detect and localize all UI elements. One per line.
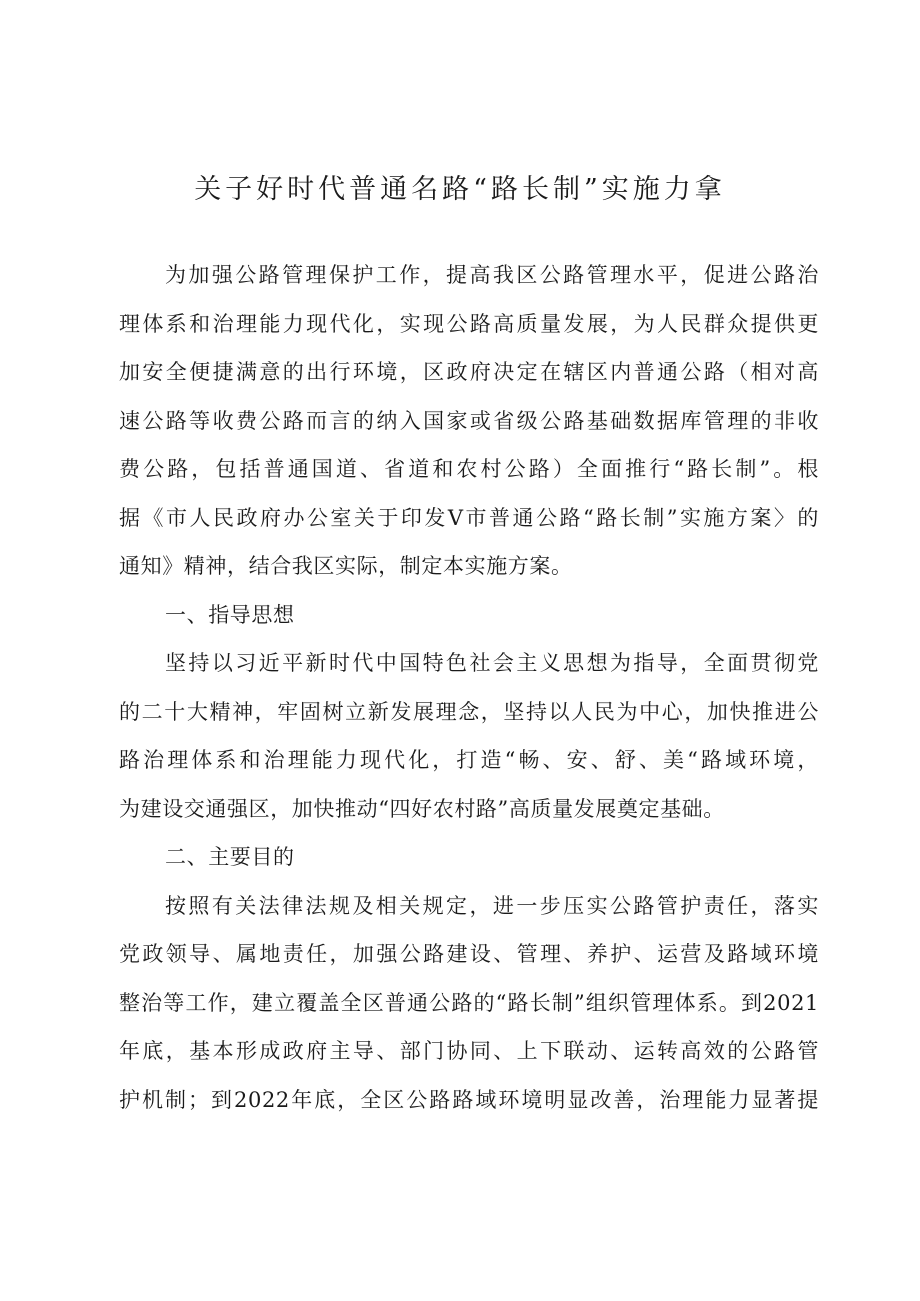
paragraph-line: 按照有关法律法规及相关规定，进一步压实公路管护责任，落实 xyxy=(165,893,819,918)
paragraph-line: 速公路等收费公路而言的纳入国家或省级公路基础数据库管理的非收 xyxy=(119,408,819,433)
document-title: 关子好时代普通名路“路长制”实施力拿 xyxy=(194,174,726,205)
section-heading: 二、主要目的 xyxy=(165,845,295,869)
document-body xyxy=(119,251,819,1124)
paragraph-line: 的二十大精神，牢固树立新发展理念，坚持以人民为中心，加快推进公 xyxy=(119,699,819,724)
paragraph-line: 路治理体系和治理能力现代化，打造“畅、安、舒、美“路域环境， xyxy=(119,748,819,772)
paragraph-line: 为加强公路管理保护工作，提高我区公路管理水平，促进公路治 xyxy=(165,263,819,287)
paragraph-line: 为建设交通强区，加快推动“四好农村路”高质量发展奠定基础。 xyxy=(119,796,725,821)
paragraph-line: 党政领导、属地责任，加强公路建设、管理、养护、运营及路域环境 xyxy=(119,942,819,966)
paragraph-line: 整治等工作，建立覆盖全区普通公路的“路长制”组织管理体系。到2021 xyxy=(119,990,819,1015)
paragraph-line: 坚持以习近平新时代中国特色社会主义思想为指导，全面贯彻党 xyxy=(165,651,819,675)
paragraph-line: 理体系和治理能力现代化，实现公路高质量发展，为人民群众提供更 xyxy=(119,311,819,336)
paragraph-line: 通知》精神，结合我区实际，制定本实施方案。 xyxy=(119,554,573,578)
paragraph-line: 加安全便捷满意的出行环境，区政府决定在辖区内普通公路（相对高 xyxy=(119,360,819,384)
section-heading: 一、指导思想 xyxy=(165,602,295,627)
paragraph-line: 护机制；到2022年底，全区公路路域环境明显改善，治理能力显著提 xyxy=(119,1087,819,1112)
paragraph-line: 费公路，包括普通国道、省道和农村公路）全面推行“路长制”。根 xyxy=(119,457,820,481)
paragraph-line: 年底，基本形成政府主导、部门协同、上下联动、运转高效的公路管 xyxy=(119,1039,819,1063)
paragraph-line: 据《市人民政府办公室关于印发V市普通公路“路长制”实施方案〉的 xyxy=(119,505,819,530)
